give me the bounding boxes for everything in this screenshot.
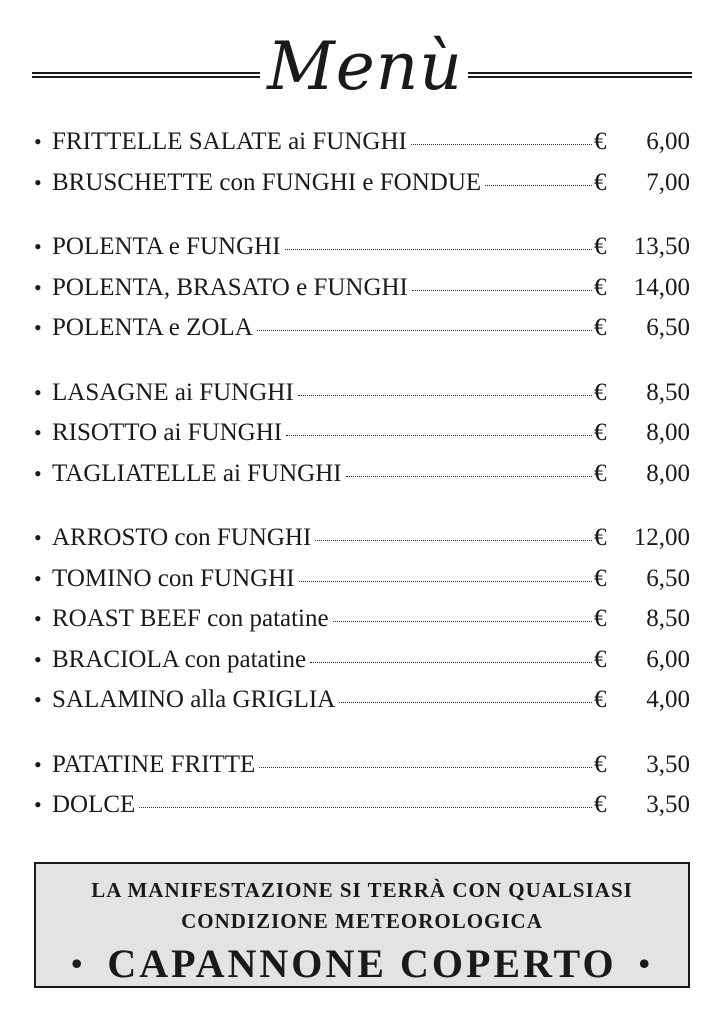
menu-item: [34, 599, 690, 640]
currency-symbol: €: [594, 564, 607, 592]
menu-header: [32, 22, 692, 112]
dot-leader: [411, 144, 592, 145]
menu-item: [34, 227, 690, 268]
bullet-icon: •: [34, 460, 42, 486]
bullet-icon: •: [34, 687, 42, 712]
menu-item-price: 8,00: [646, 459, 690, 487]
currency-symbol: €: [594, 524, 607, 551]
menu-item: [34, 373, 690, 414]
page-title: Menù: [267, 28, 463, 105]
menu-group: [34, 122, 690, 203]
dot-leader: [285, 249, 592, 250]
menu-item: [34, 680, 690, 721]
title-rule-right: [468, 72, 692, 78]
menu-item: [34, 785, 690, 826]
bullet-icon: •: [34, 274, 42, 300]
dot-leader: [485, 185, 592, 186]
menu-item-name: ARROSTO con FUNGHI: [52, 524, 312, 551]
menu-group: [34, 373, 690, 495]
bullet-icon: •: [34, 169, 42, 195]
dot-leader: [339, 702, 592, 703]
covered-tent-label: CAPANNONE COPERTO: [107, 941, 617, 986]
menu-group: [34, 518, 690, 721]
bullet-icon: •: [34, 420, 42, 445]
menu-item-price: 8,00: [646, 419, 690, 446]
weather-notice-box: [34, 862, 690, 988]
currency-symbol: €: [594, 314, 607, 341]
currency-symbol: €: [594, 233, 607, 260]
dot-leader: [257, 330, 592, 331]
currency-symbol: €: [594, 168, 607, 196]
menu-item-price: 8,50: [646, 605, 690, 632]
bullet-icon: •: [34, 315, 42, 340]
menu-item-price: 3,50: [646, 750, 690, 778]
menu-item-price: 8,50: [646, 378, 690, 406]
menu-group: [34, 227, 690, 349]
bullet-icon: •: [34, 234, 42, 259]
dot-leader: [333, 621, 592, 622]
dot-leader: [412, 290, 592, 291]
bullet-icon: •: [34, 129, 42, 154]
notice-line-1: LA MANIFESTAZIONE SI TERRÀ CON QUALSIASI: [91, 878, 633, 902]
currency-symbol: €: [594, 686, 607, 713]
dot-leader: [346, 476, 592, 477]
menu-item-price: 13,50: [633, 233, 690, 260]
menu-item-name: ROAST BEEF con patatine: [52, 605, 329, 632]
menu-item: [34, 163, 690, 204]
currency-symbol: €: [594, 791, 607, 818]
menu-item-price: 6,50: [646, 564, 690, 592]
currency-symbol: €: [594, 645, 607, 673]
bullet-icon: •: [34, 792, 42, 817]
bullet-icon: •: [34, 525, 42, 550]
menu-item-price: 14,00: [633, 273, 690, 301]
notice-line-2: CONDIZIONE METEOROLOGICA: [181, 909, 543, 933]
menu-item-price: 6,00: [646, 128, 690, 155]
dot-leader: [310, 662, 592, 663]
currency-symbol: €: [594, 419, 607, 446]
menu-item-name: TAGLIATELLE ai FUNGHI: [52, 459, 342, 487]
menu-item-price: 4,00: [646, 686, 690, 713]
dot-leader: [315, 540, 592, 541]
menu-item: [34, 122, 690, 163]
menu-item-name: BRUSCHETTE con FUNGHI e FONDUE: [52, 168, 482, 196]
menu-item: [34, 559, 690, 600]
currency-symbol: €: [594, 605, 607, 632]
menu-item-name: SALAMINO alla GRIGLIA: [52, 686, 336, 713]
menu-item-name: POLENTA, BRASATO e FUNGHI: [52, 273, 408, 301]
bullet-right: •: [638, 945, 653, 981]
menu-group: [34, 745, 690, 826]
menu-item: [34, 413, 690, 454]
title-rule-left: [32, 72, 260, 78]
menu-item: [34, 268, 690, 309]
bullet-icon: •: [34, 646, 42, 672]
currency-symbol: €: [594, 128, 607, 155]
menu-item-name: FRITTELLE SALATE ai FUNGHI: [52, 128, 407, 155]
menu-item: [34, 745, 690, 786]
dot-leader: [298, 395, 592, 396]
bullet-icon: •: [34, 379, 42, 405]
menu-item-name: RISOTTO ai FUNGHI: [52, 419, 283, 446]
menu-item-name: TOMINO con FUNGHI: [52, 564, 295, 592]
dot-leader: [139, 807, 592, 808]
menu-item: [34, 308, 690, 349]
menu-item-price: 7,00: [646, 168, 690, 196]
bullet-icon: •: [34, 565, 42, 591]
menu-item: [34, 454, 690, 495]
menu-item-name: BRACIOLA con patatine: [52, 645, 307, 673]
menu-list: [34, 122, 690, 850]
menu-item: [34, 518, 690, 559]
menu-item-name: POLENTA e FUNGHI: [52, 233, 281, 260]
menu-item-price: 6,50: [646, 314, 690, 341]
currency-symbol: €: [594, 459, 607, 487]
dot-leader: [299, 581, 592, 582]
menu-item-name: DOLCE: [52, 791, 136, 818]
bullet-icon: •: [34, 606, 42, 631]
menu-item-name: POLENTA e ZOLA: [52, 314, 253, 341]
dot-leader: [259, 767, 592, 768]
currency-symbol: €: [594, 273, 607, 301]
currency-symbol: €: [594, 378, 607, 406]
menu-item-price: 12,00: [633, 524, 690, 551]
notice-headline: [36, 940, 688, 987]
menu-item-price: 6,00: [646, 645, 690, 673]
dot-leader: [286, 435, 592, 436]
menu-item-price: 3,50: [646, 791, 690, 818]
menu-item-name: LASAGNE ai FUNGHI: [52, 378, 294, 406]
bullet-icon: •: [34, 751, 42, 777]
menu-item: [34, 640, 690, 681]
bullet-left: •: [71, 945, 86, 981]
menu-item-name: PATATINE FRITTE: [52, 750, 256, 778]
currency-symbol: €: [594, 750, 607, 778]
